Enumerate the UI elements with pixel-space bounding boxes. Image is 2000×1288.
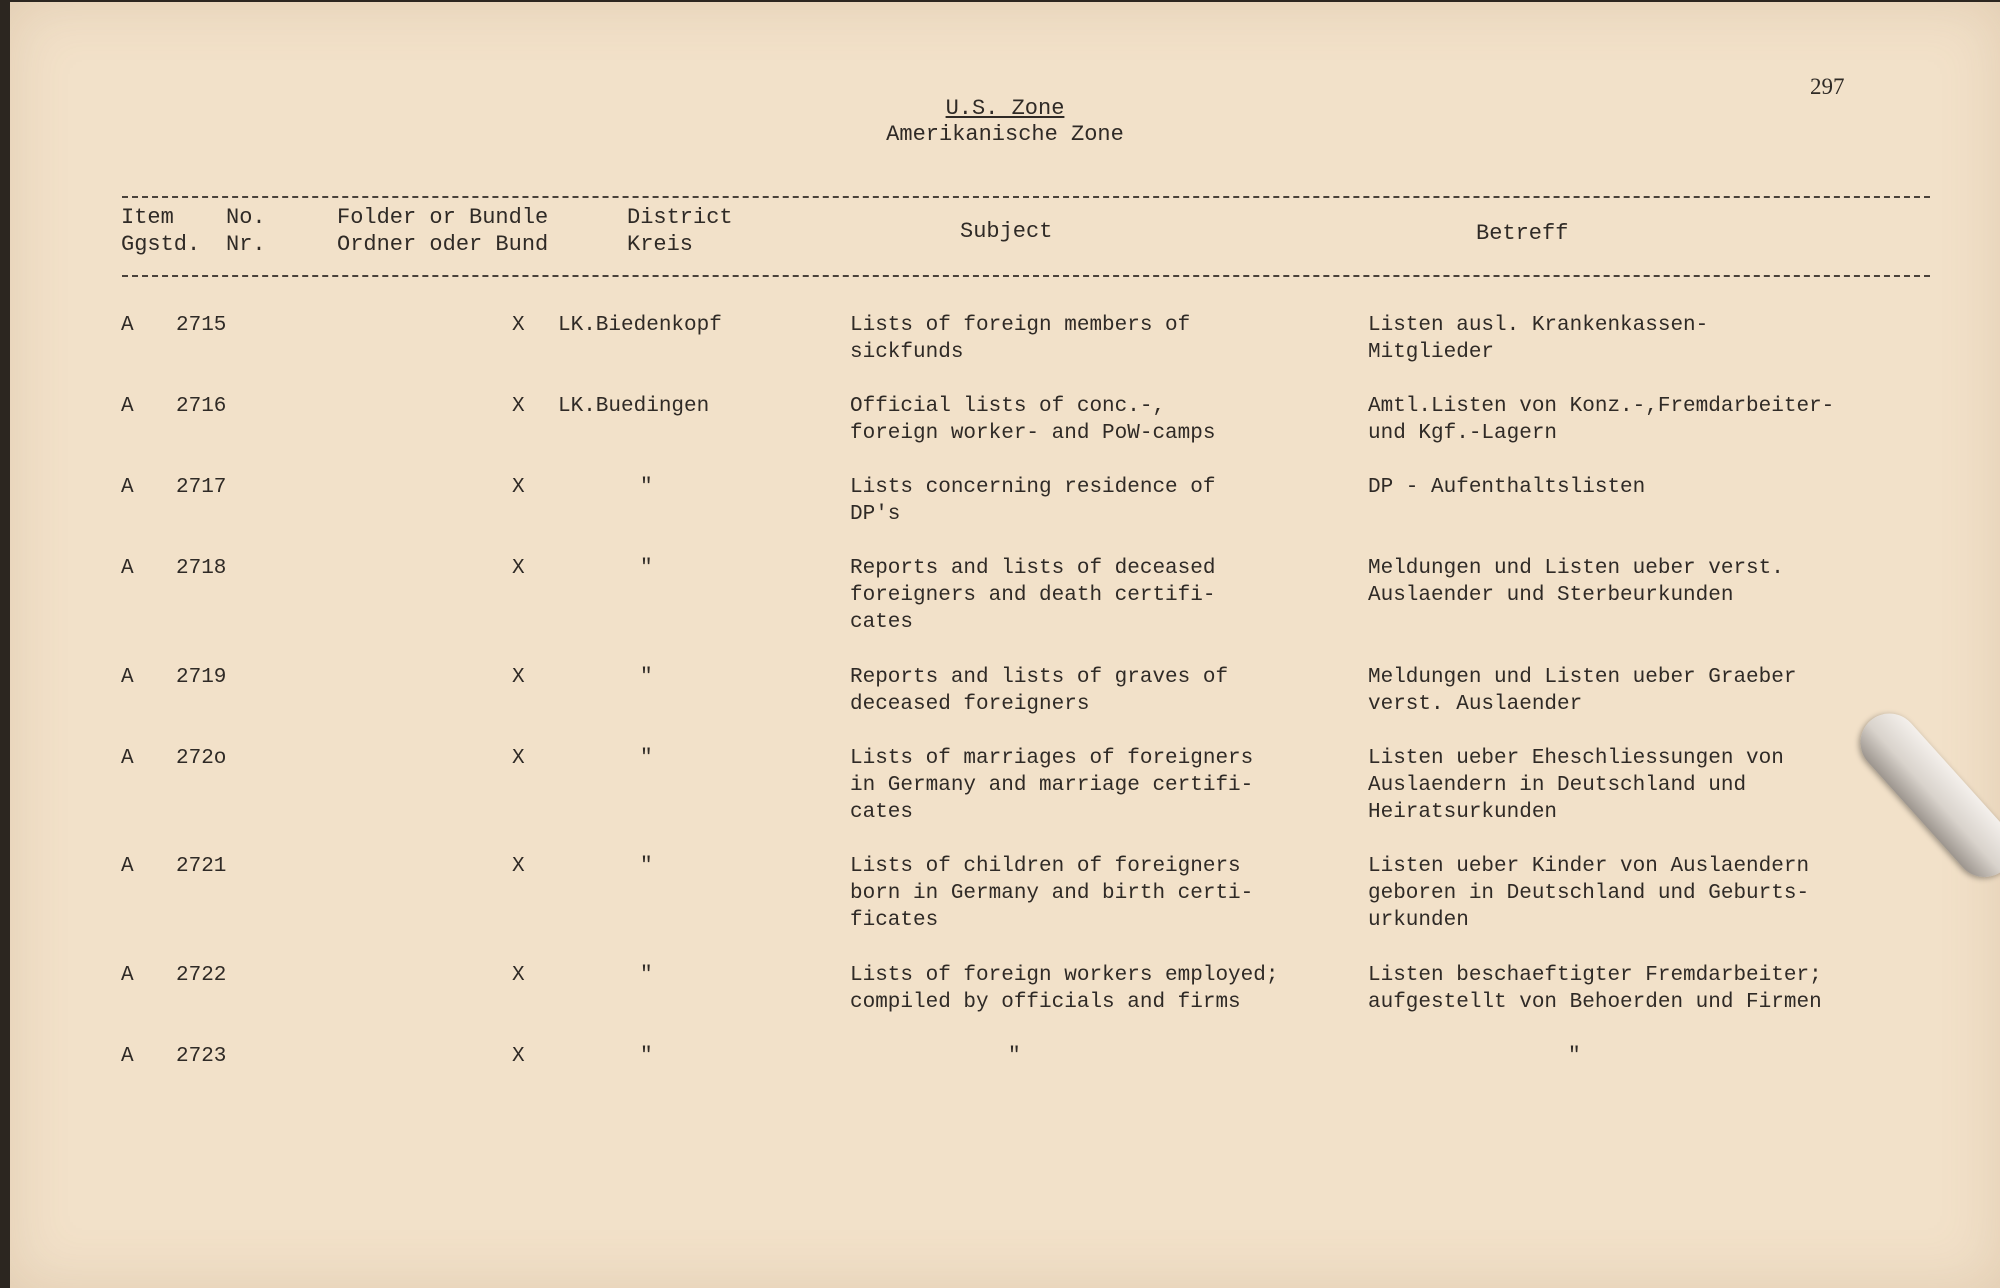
document-page — [10, 2, 2000, 1288]
table-row-betreff: Listen beschaeftigter Fremdarbeiter; aufgestellt von Behoerden und Firmen — [1368, 964, 1822, 1014]
table-row-number: 2716 — [176, 395, 227, 418]
table-row-number: 2721 — [176, 855, 227, 878]
table-row-number: 272o — [176, 747, 227, 770]
table-row-subject: Lists of marriages of foreigners in Germany and marriage certifi- cates — [850, 747, 1254, 824]
zone-subtitle: Amerikanische Zone — [886, 122, 1124, 147]
table-row-folder: X — [512, 395, 525, 418]
table-row-subject: Lists of foreign members of sickfunds — [850, 314, 1191, 364]
table-row-betreff: Listen ueber Eheschliessungen von Auslaendern in Deutschland und Heiratsurkunden — [1368, 747, 1784, 824]
table-row-number: 2722 — [176, 964, 227, 987]
table-row-number: 2717 — [176, 476, 227, 499]
table-row-betreff: DP - Aufenthaltslisten — [1368, 476, 1646, 499]
table-row-subject: Lists concerning residence of DP's — [850, 476, 1216, 526]
table-row-number: 2715 — [176, 314, 227, 337]
table-row-number: 2718 — [176, 557, 227, 580]
table-row-folder: X — [512, 557, 525, 580]
table-row-folder: X — [512, 314, 525, 337]
table-row-number: 2723 — [176, 1045, 227, 1068]
col-header-district: District Kreis — [627, 205, 733, 257]
page-number: 297 — [1810, 74, 1845, 99]
table-row-district: " — [640, 747, 653, 770]
table-row-district: " — [640, 666, 653, 689]
table-row-district: LK.Biedenkopf — [558, 314, 722, 337]
table-row-folder: X — [512, 476, 525, 499]
table-row-number: 2719 — [176, 666, 227, 689]
col-header-folder: Folder or Bundle Ordner oder Bund — [337, 205, 549, 257]
table-row-item: A — [121, 395, 134, 418]
table-row-district: " — [640, 964, 653, 987]
table-row-subject: Lists of children of foreigners born in Germany and birth certi- ficates — [850, 855, 1254, 932]
table-row-folder: X — [512, 855, 525, 878]
zone-title: U.S. Zone — [945, 96, 1065, 121]
table-row-item: A — [121, 964, 134, 987]
table-row-betreff: Amtl.Listen von Konz.-,Fremdarbeiter- und Kgf.-Lagern — [1368, 395, 1835, 445]
table-row-item: A — [121, 666, 134, 689]
table-row-subject: Reports and lists of deceased foreigners and death certifi- cates — [850, 557, 1216, 634]
header-rule-bottom — [122, 275, 1930, 277]
table-row-betreff: Listen ueber Kinder von Auslaendern geboren in Deutschland und Geburts- urkunden — [1368, 855, 1810, 932]
table-row-subject: Reports and lists of graves of deceased foreigners — [850, 666, 1229, 716]
col-header-subject: Subject — [960, 219, 1053, 244]
col-header-item: Item Ggstd. — [121, 205, 201, 257]
table-row-district: " — [640, 1045, 653, 1068]
col-header-no: No. Nr. — [226, 205, 266, 257]
table-row-subject: Lists of foreign workers employed; compiled by officials and firms — [850, 964, 1279, 1014]
table-row-betreff: Listen ausl. Krankenkassen- Mitglieder — [1368, 314, 1709, 364]
table-row-subject: Official lists of conc.-, foreign worker- and PoW-camps — [850, 395, 1216, 445]
table-row-folder: X — [512, 964, 525, 987]
col-header-betreff: Betreff — [1476, 221, 1569, 246]
table-row-district: LK.Buedingen — [558, 395, 710, 418]
table-row-betreff: " — [1568, 1045, 1581, 1068]
table-row-district: " — [640, 855, 653, 878]
table-row-folder: X — [512, 747, 525, 770]
table-row-item: A — [121, 1045, 134, 1068]
table-row-item: A — [121, 557, 134, 580]
tweezers-tip — [1848, 702, 2000, 889]
table-row-district: " — [640, 476, 653, 499]
table-row-betreff: Meldungen und Listen ueber verst. Auslaender und Sterbeurkunden — [1368, 557, 1784, 607]
table-row-district: " — [640, 557, 653, 580]
table-row-subject: " — [1008, 1045, 1021, 1068]
table-row-folder: X — [512, 666, 525, 689]
table-row-item: A — [121, 855, 134, 878]
table-row-item: A — [121, 747, 134, 770]
table-row-item: A — [121, 476, 134, 499]
header-rule-top — [122, 196, 1930, 198]
table-row-folder: X — [512, 1045, 525, 1068]
table-row-item: A — [121, 314, 134, 337]
table-row-betreff: Meldungen und Listen ueber Graeber verst. Auslaender — [1368, 666, 1797, 716]
